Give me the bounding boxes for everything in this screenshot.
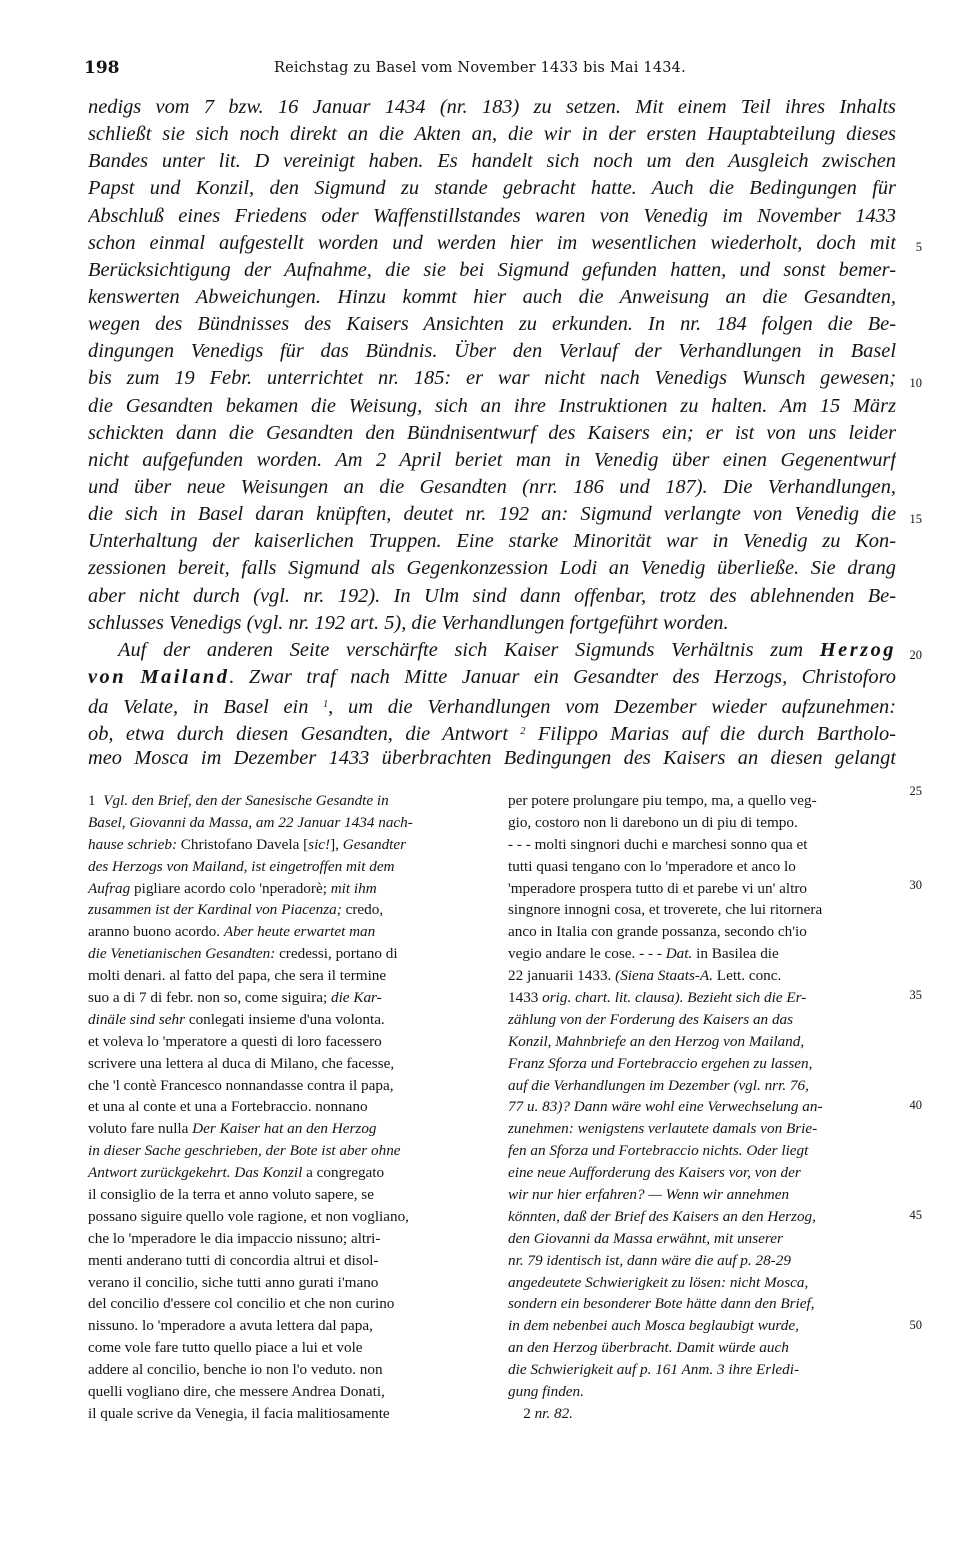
- footnote-segment: Gesandter: [342, 835, 407, 853]
- footnote-segment: Aufrag: [88, 879, 134, 897]
- footnote-line: [88, 1140, 484, 1162]
- footnote-segment: 1: [88, 792, 96, 809]
- footnote-line: [508, 1053, 900, 1075]
- footnotes-right-column: [508, 790, 900, 1425]
- footnote-segment: come vole fare tutto quello piace a lui et vole: [88, 1339, 363, 1357]
- footnote-line: [88, 1315, 484, 1337]
- footnote-segment: credo,: [345, 901, 384, 919]
- footnote-segment: Christofano Davela [: [180, 835, 309, 853]
- footnote-segment: gung finden.: [508, 1383, 584, 1401]
- footnote-segment: die Kar-: [330, 989, 382, 1007]
- text-segment-spaced: Mailand: [140, 665, 230, 688]
- line-number: 10: [909, 376, 922, 390]
- footnote-segment: angedeutete Schwierigkeit zu lösen: nicht Mosca,: [508, 1273, 809, 1291]
- footnote-line: [88, 1053, 484, 1075]
- text-line: meo Mosca im Dezember 1433 überbrachten Bedingungen des Kaisers an diesen gelangt: [88, 747, 896, 770]
- footnote-line: [508, 943, 900, 965]
- text-line: schlusses Venedigs (vgl. nr. 192 art. 5), die Verhandlungen fortgeführt worden.: [88, 611, 729, 634]
- footnote-segment: nr. 79 identisch ist, dann wäre die auf p. 28-29: [508, 1251, 791, 1269]
- footnote-line: [508, 1293, 900, 1315]
- footnote-line: [88, 834, 484, 856]
- footnote-segment: (Siena Staats-A.: [615, 967, 717, 985]
- footnote-line: [88, 1250, 484, 1272]
- text-segment: da Velate, in Basel ein: [88, 696, 309, 719]
- footnote-line: [88, 1381, 484, 1403]
- footnote-segment: nissuno. lo 'mperadore a avuta lettera dal papa,: [88, 1317, 373, 1335]
- footnote-segment: mit ihm: [330, 879, 377, 897]
- footnote-line: [508, 812, 900, 834]
- footnote-segment: Konzil, Mahnbriefe an den Herzog von Mailand,: [508, 1032, 805, 1050]
- footnote-segment: nr. 82.: [534, 1404, 573, 1422]
- text-line: [88, 691, 896, 718]
- footnote-segment: scrivere una lettera al duca di Milano, che facesse,: [88, 1054, 395, 1072]
- text-line: wegen des Bündnisses des Kaisers Ansichten zu erkunden. In nr. 184 folgen die Be-: [88, 313, 896, 336]
- footnote-segment: zusammen ist der Kardinal von Piacenza;: [88, 901, 346, 919]
- line-number: 25: [909, 784, 922, 798]
- footnote-line: [508, 1315, 900, 1337]
- footnote-segment: gio, costoro non li darebono un di piu di tempo.: [508, 813, 798, 831]
- text-line: schickten dann die Gesandten den Bündnisentwurf des Kaisers ein; er ist von uns leider: [88, 421, 896, 444]
- footnote-segment: wir nur hier erfahren? — Wenn wir annehmen: [508, 1186, 790, 1204]
- footnote-segment: sic!: [308, 835, 331, 853]
- footnote-line: [88, 1096, 484, 1118]
- footnote-segment: Dat.: [665, 945, 697, 963]
- footnote-line: [508, 899, 900, 921]
- footnote-segment: credessi, portano di: [279, 945, 398, 963]
- text-line: schon einmal aufgestellt worden und werden hier im wesentlichen wiederholt, doch mit: [88, 231, 896, 254]
- footnote-line: [508, 834, 900, 856]
- text-segment: Auf der anderen Seite verschärfte sich Kaiser Sigmunds Verhältnis zum: [118, 638, 804, 661]
- text-line: Abschluß eines Friedens oder Waffenstillstandes waren von Venedig im November 1433: [88, 204, 896, 227]
- footnote-segment: tutti quasi tengano con lo 'mperadore et anco lo: [508, 857, 796, 875]
- footnote-line: [88, 987, 484, 1009]
- footnote-segment: per potere prolungare piu tempo, ma, a quello veg-: [508, 792, 817, 809]
- text-segment-spaced: Herzog: [819, 638, 896, 661]
- text-line: kenswerten Abweichungen. Hinzu kommt hier auch die Anweisung an die Gesandten,: [88, 285, 896, 308]
- footnote-segment: - - - molti singnori duchi e marchesi sonno qua et: [508, 835, 808, 853]
- footnote-segment: dinäle sind sehr: [88, 1010, 189, 1028]
- footnote-line: [88, 856, 484, 878]
- text-line: [88, 718, 896, 745]
- footnote-line: [88, 1009, 484, 1031]
- footnote-line: [88, 899, 484, 921]
- footnote-line: [508, 965, 900, 987]
- footnote-line: [508, 1206, 900, 1228]
- footnote-line: [508, 1359, 900, 1381]
- footnote-segment: singnore innogni cosa, et troverete, che lui ritornera: [508, 901, 823, 919]
- footnote-segment: Lett. conc.: [716, 967, 782, 985]
- line-number: 50: [909, 1318, 922, 1332]
- footnote-segment: in Basilea die: [696, 945, 779, 963]
- footnote-segment: orig. chart. lit. clausa). Bezieht sich die Er-: [542, 989, 807, 1007]
- footnote-segment: zählung von der Forderung des Kaisers an das: [508, 1010, 794, 1028]
- footnote-line: [88, 965, 484, 987]
- page-header: [84, 58, 874, 86]
- footnote-segment: a congregato: [306, 1164, 385, 1182]
- footnote-segment: del concilio d'essere col concilio et che non curino: [88, 1295, 395, 1313]
- footnote-segment: Franz Sforza und Fortebraccio ergehen zu lassen,: [508, 1054, 813, 1072]
- footnote-line: [88, 790, 484, 812]
- line-number: 40: [909, 1098, 922, 1112]
- text-line: die Gesandten bekamen die Weisung, sich an ihre Instruktionen zu halten. Am 15 März: [88, 394, 896, 417]
- footnote-line: [88, 878, 484, 900]
- footnote-segment: zunehmen: wenigstens verlautete damals von Brie-: [508, 1120, 818, 1138]
- footnote-segment: che lo 'mperadore le dia impaccio nissuno; altri-: [88, 1229, 381, 1247]
- footnote-segment: den Giovanni da Massa erwähnt, mit unserer: [508, 1229, 783, 1247]
- text-line: Papst und Konzil, den Sigmund zu stande gebracht hatte. Auch die Bedingungen für: [88, 177, 896, 200]
- line-number: 35: [909, 988, 922, 1002]
- footnote-line: [88, 1184, 484, 1206]
- footnote-line: [88, 812, 484, 834]
- text-line: nicht aufgefunden worden. Am 2 April beriet man in Venedig über einen Gegenentwurf: [88, 448, 896, 471]
- footnote-segment: il quale scrive da Venegia, il facia malitiosamente: [88, 1404, 390, 1422]
- footnote-segment: anco in Italia con grande possanza, secondo ch'io: [508, 923, 807, 941]
- footnote-line: [508, 856, 900, 878]
- footnote-segment: aranno buono acordo.: [88, 923, 224, 941]
- footnote-segment: die Venetianischen Gesandten:: [88, 945, 280, 963]
- text-line: Berücksichtigung der Aufnahme, die sie bei Sigmund gefunden hatten, und sonst bemer-: [88, 258, 896, 281]
- footnote-segment: eine neue Aufforderung des Kaisers vor, von der: [508, 1164, 801, 1182]
- footnote-line: [88, 1272, 484, 1294]
- footnote-line: [88, 1206, 484, 1228]
- footnote-segment: Basel, Giovanni da Massa, am 22 Januar 1434 nach-: [88, 813, 413, 831]
- footnote-line: [88, 1075, 484, 1097]
- page-number: 198: [84, 58, 120, 78]
- footnote-line: [88, 1337, 484, 1359]
- text-line: bis zum 19 Febr. unterrichtet nr. 185: er war nicht nach Venedigs Wunsch gewesen;: [88, 367, 896, 390]
- running-title: Reichstag zu Basel vom November 1433 bis Mai 1434.: [274, 60, 686, 76]
- footnote-line: [508, 1272, 900, 1294]
- footnote-line: [88, 1228, 484, 1250]
- line-number: 30: [909, 878, 922, 892]
- footnote-line: [88, 1359, 484, 1381]
- footnote-segment: die Schwierigkeit auf p. 161 Anm. 3 ihre Erledi-: [508, 1361, 800, 1379]
- footnote-segment: verano il concilio, siche tutti anno gurati i'mano: [88, 1273, 379, 1291]
- text-line: und über neue Weisungen an die Gesandten (nrr. 186 und 187). Die Verhandlungen,: [88, 475, 896, 498]
- text-line: die sich in Basel daran knüpften, deutet nr. 192 an: Sigmund verlangte von Venedig die: [88, 503, 896, 526]
- footnote-segment: quelli vogliano dire, che messere Andrea Donati,: [88, 1383, 385, 1401]
- line-number: 20: [909, 648, 922, 662]
- line-number: 45: [909, 1208, 922, 1222]
- footnote-line: [88, 1162, 484, 1184]
- footnote-line: [508, 1337, 900, 1359]
- text-segment: , um die Verhandlungen vom Dezember wieder aufzunehmen:: [328, 696, 896, 719]
- footnote-line: [508, 1140, 900, 1162]
- footnote-segment: 2: [508, 1404, 535, 1422]
- footnote-line: [88, 1118, 484, 1140]
- text-line: [88, 637, 896, 664]
- footnote-segment: molti denari. al fatto del papa, che sera il termine: [88, 967, 387, 985]
- footnote-segment: possano siguire quello vole ragione, et non vogliano,: [88, 1207, 409, 1225]
- footnote-line: [508, 1162, 900, 1184]
- footnote-segment: il consiglio de la terra et anno voluto sapere, se: [88, 1186, 374, 1204]
- footnote-segment: vegio andare le cose. - - -: [508, 945, 666, 963]
- footnote-segment: des Herzogs von Mailand, ist eingetroffen mit dem: [88, 857, 395, 875]
- footnote-line: [88, 921, 484, 943]
- text-line: nedigs vom 7 bzw. 16 Januar 1434 (nr. 183) zu setzen. Mit einem Teil ihres Inhalts: [88, 96, 896, 118]
- footnote-line: [508, 1096, 900, 1118]
- footnote-segment: in dieser Sache geschrieben, der Bote ist aber ohne: [88, 1142, 401, 1160]
- footnote-segment: an den Herzog überbracht. Damit würde auch: [508, 1339, 789, 1357]
- footnote-line: [508, 1009, 900, 1031]
- footnote-segment: 'mperadore prospera tutto di et parebe vi un' altro: [508, 879, 807, 897]
- main-text-block: [88, 94, 896, 773]
- footnote-segment: sondern ein besonderer Bote hätte dann den Brief,: [508, 1295, 815, 1313]
- footnote-marker: 2: [520, 726, 526, 738]
- footnote-segment: fen an Sforza und Fortebraccio nichts. Oder liegt: [508, 1142, 809, 1160]
- text-line: Bandes unter lit. D vereinigt haben. Es handelt sich noch um den Ausgleich zwischen: [88, 150, 896, 173]
- footnote-segment: menti anderano tutti di concordia altrui et disol-: [88, 1251, 379, 1269]
- footnote-segment: et una al conte et una a Fortebraccio. nonnano: [88, 1098, 368, 1116]
- footnote-segment: Antwort zurückgekehrt. Das Konzil: [88, 1164, 307, 1182]
- footnote-line: [508, 1228, 900, 1250]
- footnote-line: [88, 1293, 484, 1315]
- footnote-segment: conlegati insieme d'una volonta.: [188, 1010, 385, 1028]
- text-line: aber nicht durch (vgl. nr. 192). In Ulm sind dann offenbar, trotz des ablehnenden Be-: [88, 584, 896, 607]
- text-segment: . Zwar traf nach Mitte Januar ein Gesandter des Herzogs, Christoforo: [229, 665, 896, 688]
- footnote-marker: 1: [323, 699, 329, 711]
- footnote-segment: 22 januarii 1433.: [508, 967, 616, 985]
- footnote-line: [508, 921, 900, 943]
- footnote-segment: 77 u. 83)? Dann wäre wohl eine Verwechselung an-: [508, 1098, 823, 1116]
- footnote-line: [508, 790, 900, 812]
- footnote-line: [508, 1184, 900, 1206]
- footnote-line: [88, 943, 484, 965]
- text-segment: Filippo Marias auf die durch Bartholo-: [537, 723, 896, 746]
- footnote-segment: pigliare acordo colo 'nperadorè;: [134, 879, 331, 897]
- footnote-segment: suo a di 7 di febr. non so, come siguira;: [88, 989, 331, 1007]
- footnote-line: [508, 1075, 900, 1097]
- text-line: Unterhaltung der kaiserlichen Truppen. Eine starke Minorität war in Venedig zu Kon-: [88, 530, 896, 553]
- footnote-segment: Der Kaiser hat an den Herzog: [192, 1120, 377, 1138]
- footnote-line: [508, 878, 900, 900]
- footnote-segment: 1433: [508, 989, 543, 1007]
- line-number: 5: [915, 240, 922, 254]
- text-segment: ob, etwa durch diesen Gesandten, die Antwort: [88, 723, 508, 746]
- footnote-segment: auf die Verhandlungen im Dezember (vgl. nrr. 76,: [508, 1076, 809, 1094]
- text-segment-spaced: von: [88, 665, 127, 688]
- footnote-segment: ],: [330, 835, 343, 853]
- footnotes-left-column: [88, 790, 484, 1425]
- footnote-line: [508, 1031, 900, 1053]
- line-number: 15: [909, 512, 922, 526]
- footnote-segment: Aber heute erwartet man: [223, 923, 376, 941]
- footnote-line: [508, 1118, 900, 1140]
- footnote-line: [508, 1381, 900, 1403]
- footnote-segment: addere al concilio, benche io non l'o veduto. non: [88, 1361, 383, 1379]
- footnote-line: [508, 1403, 900, 1425]
- footnote-line: [508, 987, 900, 1009]
- text-line: zessionen bereit, falls Sigmund als Gegenkonzession Lodi an Venedig überließe. Sie drang: [88, 557, 896, 580]
- footnote-line: [88, 1031, 484, 1053]
- text-line: schließt sie sich noch direkt an die Akten an, die wir in der ersten Hauptabteilung dieses: [88, 123, 896, 146]
- footnote-line: [508, 1250, 900, 1272]
- footnote-segment: che 'l contè Francesco nonnandasse contra il papa,: [88, 1076, 394, 1094]
- text-line: dingungen Venedigs für das Bündnis. Über den Verlauf der Verhandlungen in Basel: [88, 340, 896, 363]
- footnote-segment: Vgl. den Brief, den der Sanesische Gesandte in: [95, 792, 389, 809]
- footnote-segment: et voleva lo 'mperatore a questi di loro facessero: [88, 1032, 382, 1050]
- footnote-line: [88, 1403, 484, 1425]
- footnote-segment: in dem nebenbei auch Mosca beglaubigt wurde,: [508, 1317, 799, 1335]
- footnote-segment: hause schrieb:: [88, 835, 181, 853]
- footnote-segment: voluto fare nulla: [88, 1120, 193, 1138]
- text-line: [88, 664, 896, 691]
- footnote-segment: könnten, daß der Brief des Kaisers an den Herzog,: [508, 1207, 816, 1225]
